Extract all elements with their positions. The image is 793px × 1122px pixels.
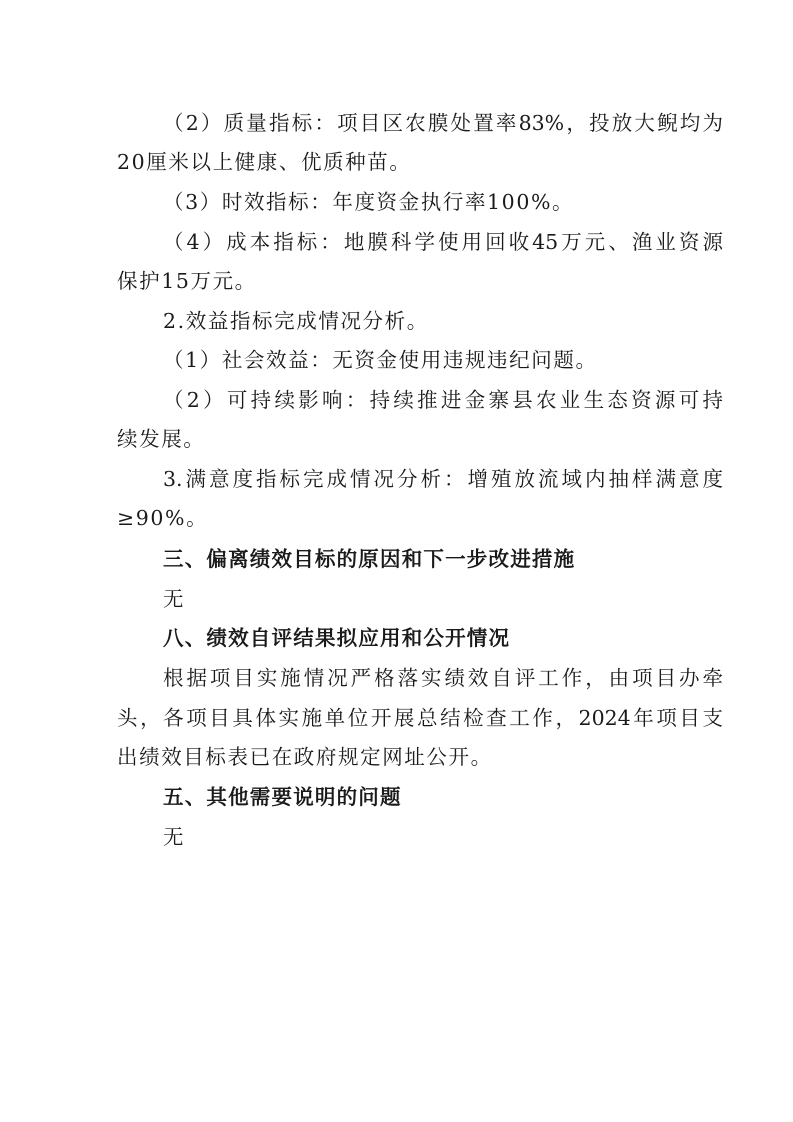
deviation-none-text: 无 bbox=[163, 587, 186, 611]
social-benefit-line: （1）社会效益：无资金使用违规违纪问题。 bbox=[163, 348, 598, 372]
cost-indicator-line-1: （4）成本指标：地膜科学使用回收45万元、渔业资源 bbox=[163, 230, 723, 254]
section-deviation-heading: 三、偏离绩效目标的原因和下一步改进措施 bbox=[163, 547, 576, 571]
other-none-text: 无 bbox=[163, 825, 186, 849]
satisfaction-line-1: 3.满意度指标完成情况分析：增殖放流域内抽样满意度 bbox=[163, 467, 723, 491]
sustainability-line-1: （2）可持续影响：持续推进金寨县农业生态资源可持 bbox=[163, 388, 723, 412]
benefit-analysis-heading: 2.效益指标完成情况分析。 bbox=[163, 309, 429, 333]
application-paragraph-line-2: 头，各项目具体实施单位开展总结检查工作，2024年项目支 bbox=[117, 706, 723, 730]
cost-indicator-line-2: 保护15万元。 bbox=[117, 269, 257, 293]
application-paragraph-line-3: 出绩效目标表已在政府规定网址公开。 bbox=[117, 745, 493, 769]
application-paragraph-line-1: 根据项目实施情况严格落实绩效自评工作，由项目办牵 bbox=[163, 666, 723, 690]
quality-indicator-line-2: 20厘米以上健康、优质种苗。 bbox=[117, 150, 412, 174]
quality-indicator-line-1: （2）质量指标：项目区农膜处置率83%，投放大鲵均为 bbox=[163, 111, 723, 135]
satisfaction-line-2: ≥90%。 bbox=[117, 506, 209, 530]
timeliness-indicator-line: （3）时效指标：年度资金执行率100%。 bbox=[163, 190, 575, 214]
sustainability-line-2: 续发展。 bbox=[117, 427, 206, 451]
section-other-heading: 五、其他需要说明的问题 bbox=[163, 785, 402, 809]
section-application-heading: 八、绩效自评结果拟应用和公开情况 bbox=[163, 626, 511, 650]
